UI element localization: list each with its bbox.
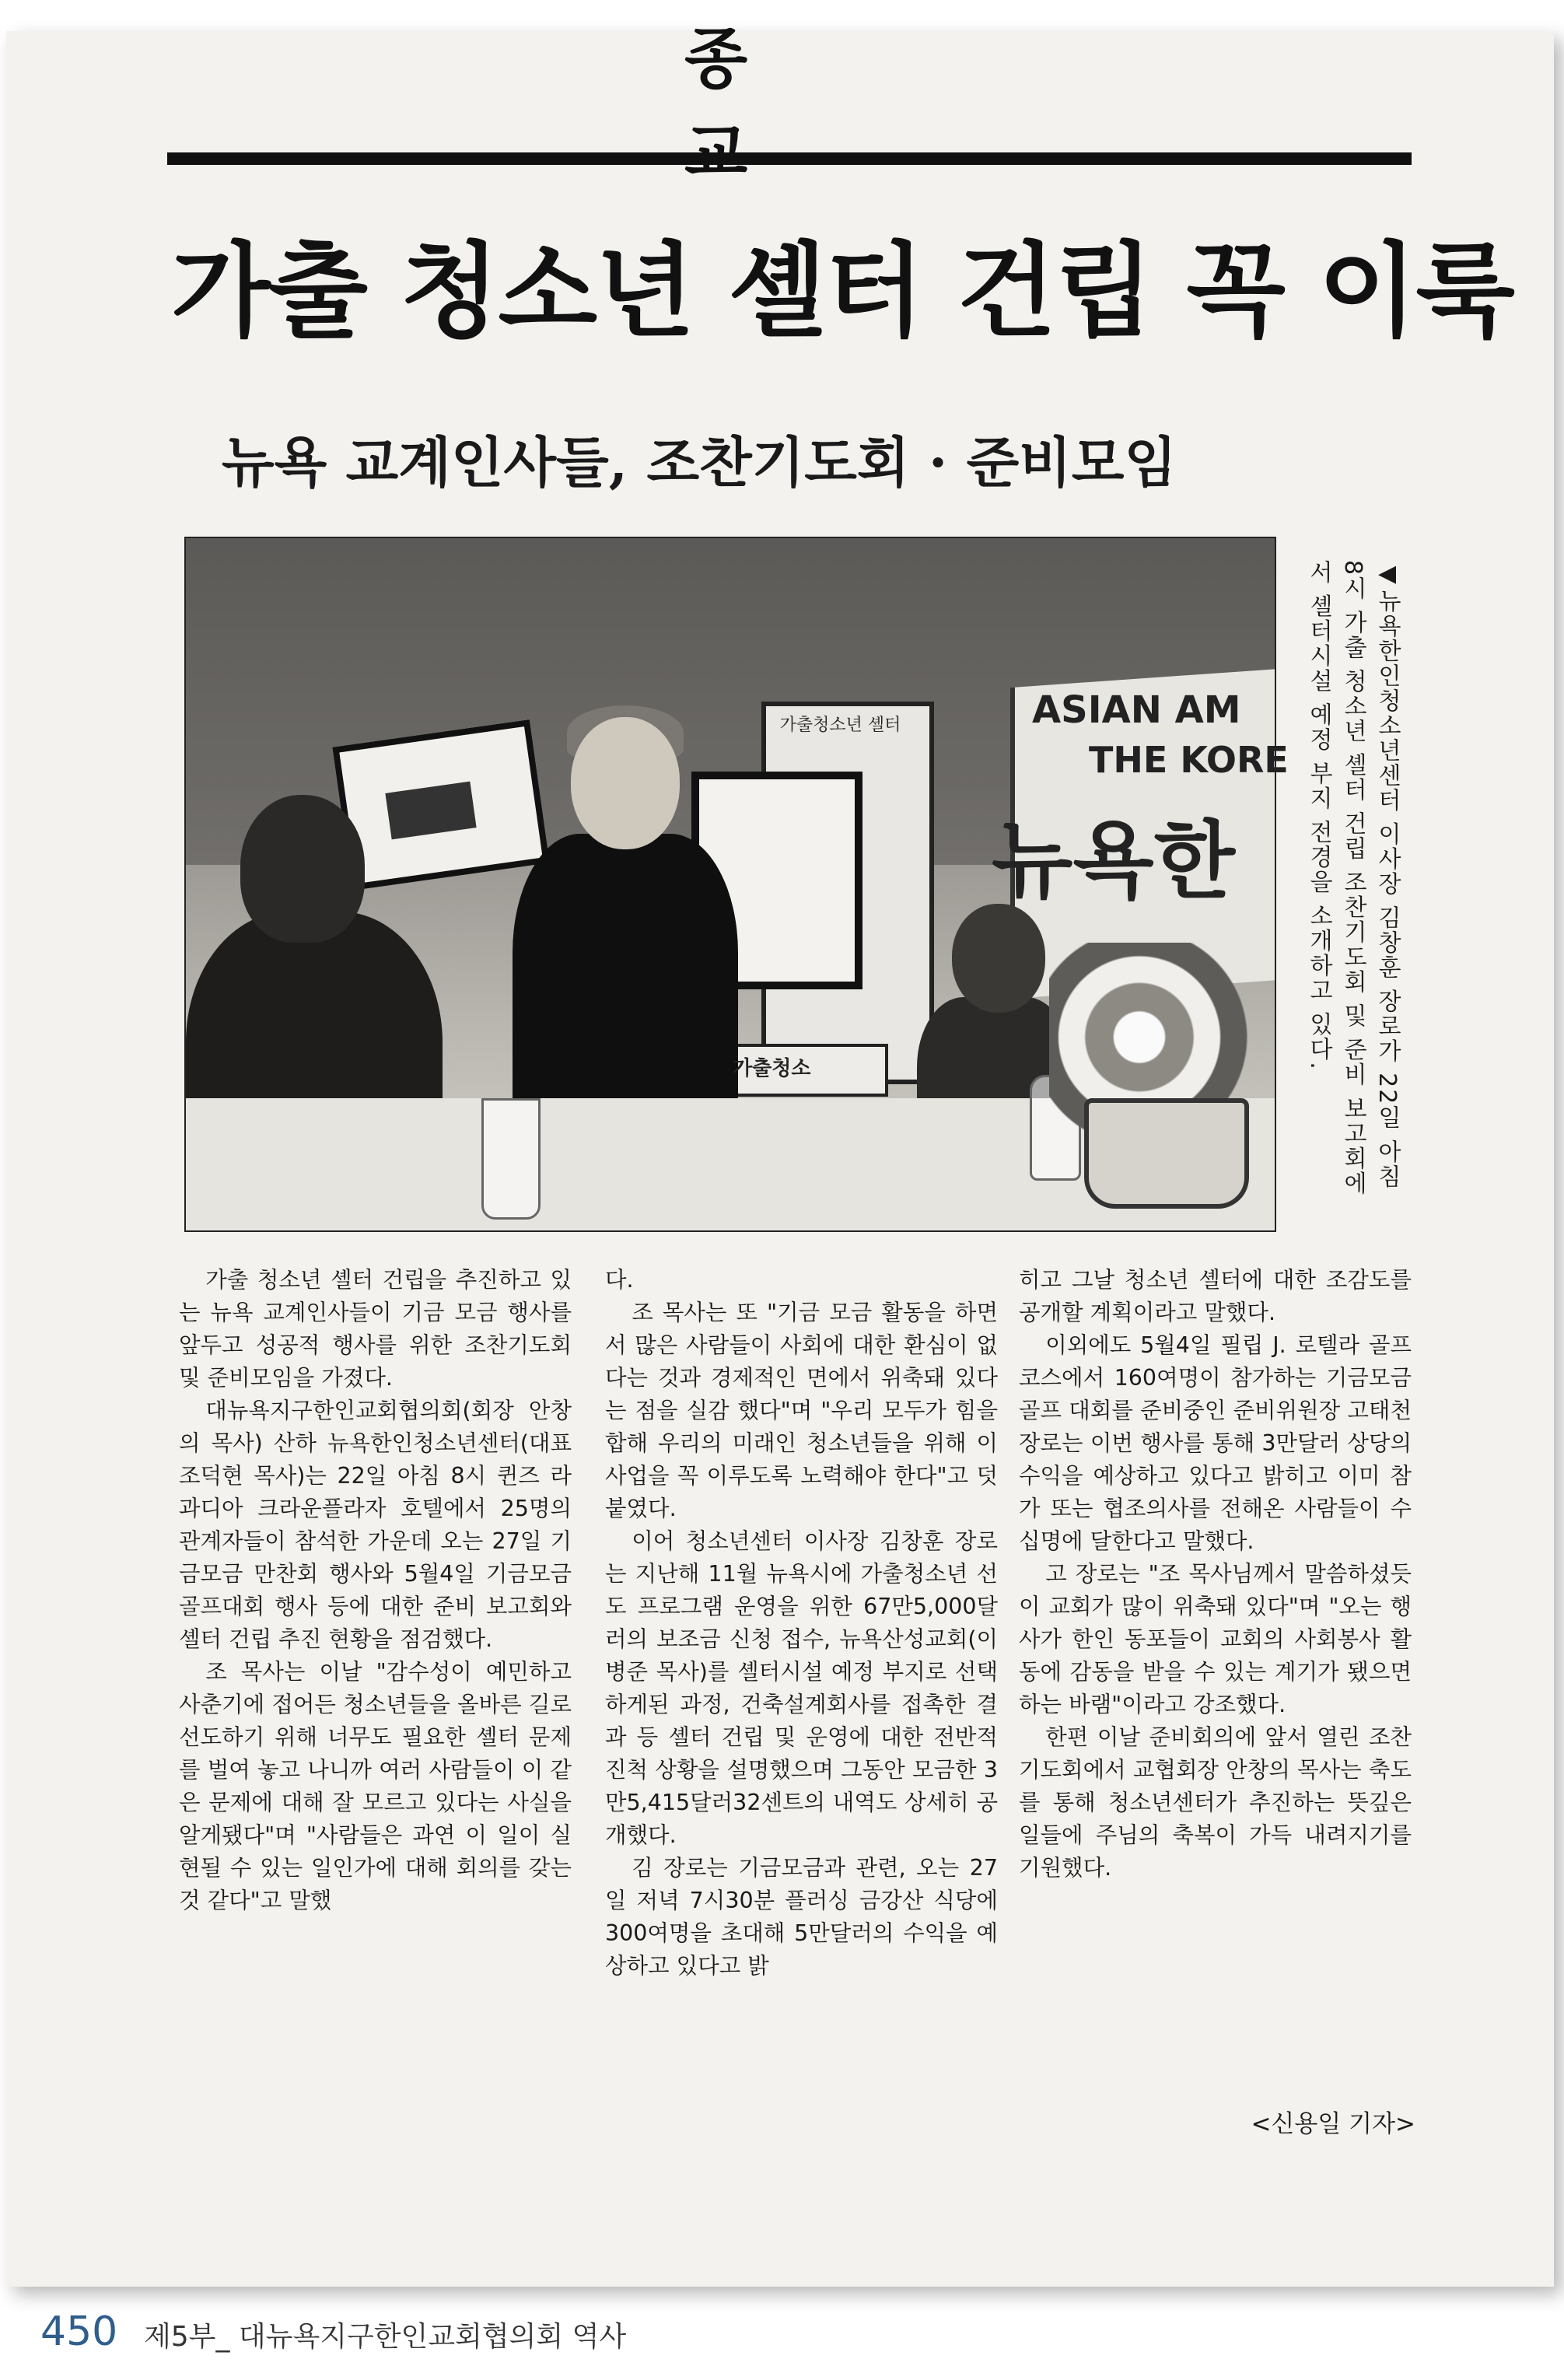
article-paragraph: 히고 그날 청소년 셸터에 대한 조감도를 공개할 계획이라고 말했다. bbox=[1019, 1267, 1412, 1325]
section-label: 종 bbox=[684, 21, 793, 97]
photo-board-sign: 가출청소년 셸터 bbox=[779, 716, 901, 735]
photo-banner-text-1: ASIAN AM bbox=[1032, 688, 1241, 732]
article-paragraph: 대뉴욕지구한인교회협의회(회장 안창의 목사) 산하 뉴욕한인청소년센터(대표 조덕현 목사)는 22일 아침 8시 퀸즈 라과디아 크라운플라자 호텔에서 25명의 관계자들이 참석한 가운데 오는 27일 기금모금 만찬회 행사와 5월4일 기금모금 골프대회 행사 등에 대한 준비 보고회와 셸터 건립 추진 현황을 점검했다. bbox=[179, 1398, 572, 1652]
article-paragraph: 이어 청소년센터 이사장 김창훈 장로는 지난해 11월 뉴욕시에 가출청소년 선도 프로그램 운영을 위한 67만5,000달러의 보조금 신청 접수, 뉴욕산성교회(이병준 목사)를 셸터시설 예정 부지로 선택하게된 과정, 건축설계회사를 접촉한 결과 등 셸터 건립 및 운영에 대한 전반적 진척 상황을 설명했으며 그동안 모금한 3만5,415달러32센트의 내역도 상세히 공개했다. bbox=[605, 1528, 998, 1848]
article-column-1 bbox=[179, 1264, 572, 2158]
article-column-3 bbox=[1019, 1264, 1412, 2158]
photo-flower-pot bbox=[1084, 1098, 1249, 1209]
page-number: 450 bbox=[40, 2308, 118, 2355]
photo-attendee-left-head bbox=[240, 795, 365, 943]
article-paragraph: 가출 청소년 셸터 건립을 추진하고 있는 뉴욕 교계인사들이 기금 모금 행사를 앞두고 성공적 행사를 위한 조찬기도회 및 준비모임을 가졌다. bbox=[179, 1267, 572, 1391]
running-footer: 제5부_ 대뉴욕지구한인교회협의회 역사 bbox=[144, 2321, 627, 2353]
photo-attendee-right-head bbox=[952, 904, 1045, 1013]
photo-caption bbox=[1295, 560, 1404, 1206]
article-column-2 bbox=[605, 1264, 998, 2158]
caption-arrow-icon: ◀ bbox=[1373, 560, 1401, 589]
article-paragraph: 이외에도 5월4일 필립 J. 로텔라 골프 코스에서 160여명이 참가하는 기금모금 골프 대회를 준비중인 준비위원장 고태천 장로는 이번 행사를 통해 3만달러 상당의 수익을 예상하고 있다고 밝히고 이미 참가 또는 협조의사를 전해온 사람들이 수십명에 달한다고 말했다. bbox=[1019, 1332, 1412, 1554]
subheadline: 뉴욕 교계인사들, 조찬기도회 · 준비모임 bbox=[222, 430, 1177, 495]
article-paragraph: 고 장로는 "조 목사님께서 말씀하셨듯이 교회가 많이 위축돼 있다"며 "오는 행사가 한인 동포들이 교회의 사회봉사 활동에 감동을 받을 수 있는 계기가 됐으면 하는 바램"이라고 강조했다. bbox=[1019, 1561, 1412, 1717]
photo-table-sign-text: 가출청소 bbox=[733, 1057, 811, 1080]
article-paragraph: 김 장로는 기금모금과 관련, 오는 27일 저녁 7시30분 플러싱 금강산 식당에 300여명을 초대해 5만달러의 수익을 예상하고 있다고 밝 bbox=[605, 1855, 998, 1979]
headline: 가출 청소년 셸터 건립 꼭 이룩 bbox=[171, 232, 1513, 352]
article-paragraph: 한편 이날 준비회의에 앞서 열린 조찬기도회에서 교협회장 안창의 목사는 축도를 통해 청소년센터가 추진하는 뜻깊은 일들에 주님의 축복이 가득 내려지기를 기원했다. bbox=[1019, 1724, 1412, 1881]
photo-glass bbox=[481, 1098, 541, 1220]
caption-text: 뉴욕한인청소년센터 이사장 김창훈 장로가 22일 아침 8시 가출 청소년 셸터 건립 조찬기도회 및 준비 보고회에서 셸터시설 예정 부지 전경을 소개하고 있다. bbox=[1305, 560, 1401, 1196]
article-paragraph: 조 목사는 이날 "감수성이 예민하고 사춘기에 접어든 청소년들을 올바른 길로 선도하기 위해 너무도 필요한 셸터 문제를 벌여 놓고 나니까 여러 사람들이 이 같은 문제에 대해 잘 모르고 있다는 사실을 알게됐다"며 "사람들은 과연 이 일이 실현될 수 있는 일인가에 대해 회의를 갖는 것 같다"고 말했 bbox=[179, 1659, 572, 1913]
article-paragraph: 조 목사는 또 "기금 모금 활동을 하면서 많은 사람들이 사회에 대한 환심이 없다는 것과 경제적인 면에서 위축돼 있다는 점을 실감 했다"며 "우리 모두가 힘을 합해 우리의 미래인 청소년들을 위해 이 사업을 꼭 이루도록 노력해야 한다"고 덧붙였다. bbox=[605, 1300, 998, 1521]
photo-banner-text-2: THE KORE bbox=[1089, 739, 1289, 781]
photo-speaker-head bbox=[571, 717, 680, 849]
article-paragraph: 다. bbox=[605, 1267, 634, 1293]
byline: <신용일 기자> bbox=[1251, 2110, 1415, 2138]
header-rule bbox=[167, 152, 1412, 165]
photo-banner-text-3: 뉴욕한 bbox=[992, 813, 1235, 910]
